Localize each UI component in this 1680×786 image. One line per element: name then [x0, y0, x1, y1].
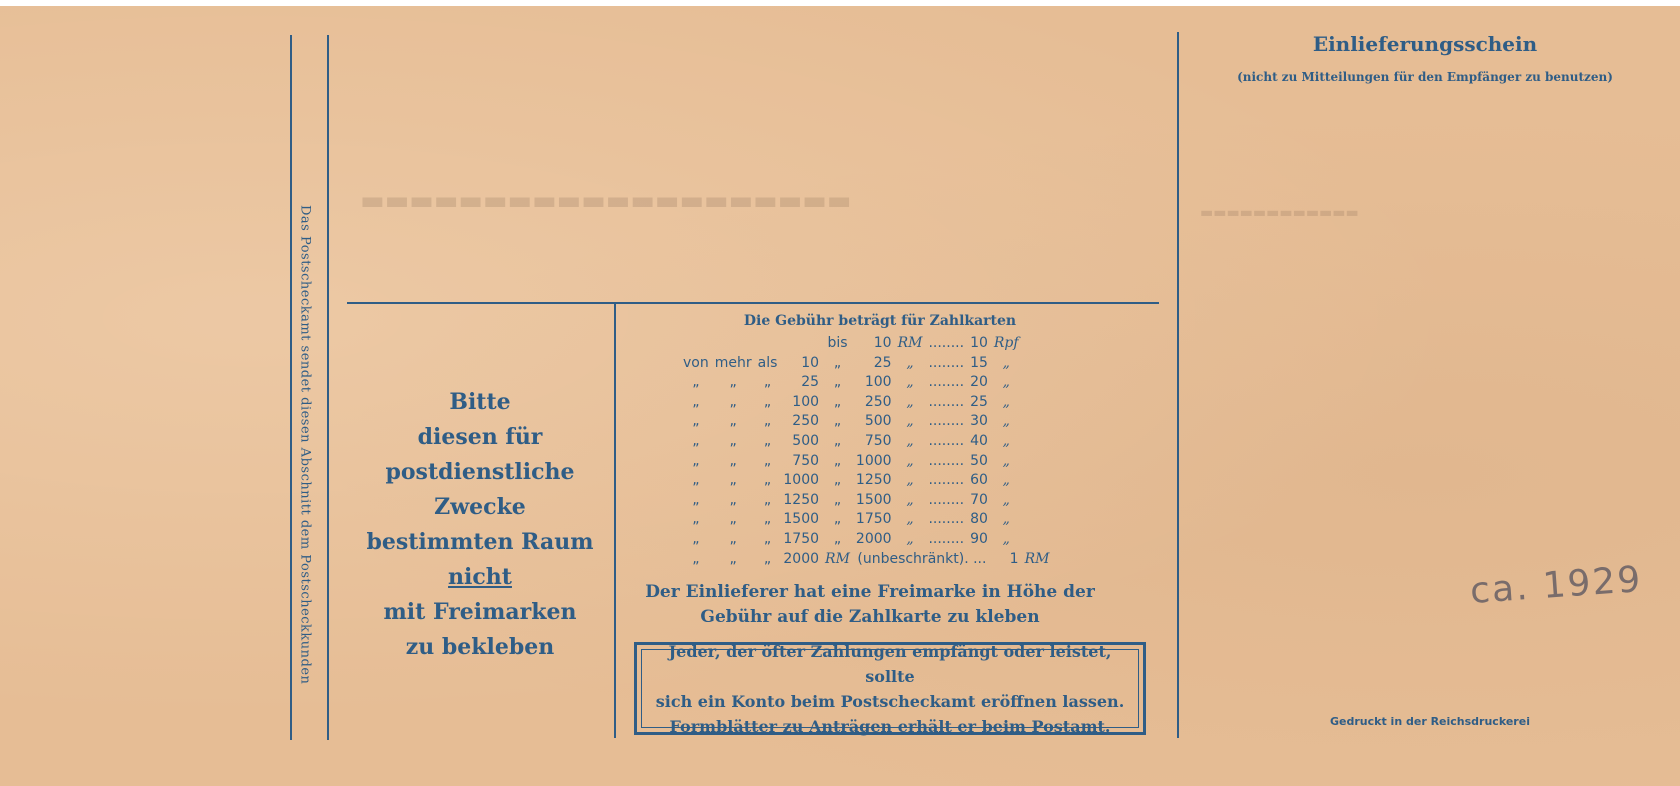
fee-cell-fee-unit: „: [1002, 374, 1010, 391]
fee-last-cell-b: „: [729, 550, 737, 567]
fee-cell-to: 25: [873, 354, 892, 371]
fee-cell-unit: „: [906, 374, 914, 391]
fee-cell-fee: 60: [970, 472, 988, 489]
pencil-date-note: ca. 1929: [1468, 559, 1644, 612]
fee-last-cell-unit: RM: [825, 550, 850, 567]
fee-cell-fee-unit: „: [1002, 511, 1010, 528]
fee-cell-unit: „: [906, 491, 914, 508]
fee-cell-fee-unit: „: [1002, 452, 1010, 469]
fee-table-row: [680, 432, 1052, 452]
fee-cell-c: als: [757, 354, 778, 371]
fee-cell-unit: RM: [897, 335, 923, 351]
fee-cell-to: 1250: [855, 472, 892, 489]
fee-cell-b: [712, 334, 755, 354]
fee-table-body: [680, 334, 1052, 569]
account-box-line-3: Formblätter zu Anträgen erhält er beim Postamt.: [669, 716, 1111, 736]
stamp-notice-emphasis: nicht: [448, 564, 512, 590]
fee-cell-bis: „: [833, 472, 842, 489]
fee-cell-fee: 40: [970, 432, 988, 449]
fee-cell-b: „: [729, 511, 737, 528]
fee-cell-a: „: [692, 393, 700, 410]
fee-cell-unit: „: [906, 511, 914, 528]
middle-divider: [614, 302, 616, 738]
fee-cell-from: 1000: [783, 472, 820, 489]
left-strip-vertical-text: Das Postscheckamt sendet diesen Abschnitt dem Postscheckkunden: [297, 205, 313, 685]
fee-cell-unit: „: [906, 472, 914, 489]
printer-imprint: Gedruckt in der Reichsdruckerei: [1330, 715, 1530, 728]
fee-cell-to: 500: [864, 413, 892, 430]
fee-cell-fee-unit: „: [1002, 530, 1010, 547]
fee-cell-fee-unit: „: [1002, 491, 1010, 508]
fee-table-row: [680, 491, 1052, 511]
stamp-notice-line-2: diesen für: [417, 424, 543, 450]
fee-cell-c: [755, 334, 781, 354]
fee-cell-to: 1000: [855, 452, 892, 469]
account-box-line-2: sich ein Konto beim Postscheckamt eröffnen lassen.: [655, 691, 1125, 711]
fee-cell-bis: „: [833, 530, 842, 547]
fee-cell-b: „: [729, 472, 737, 489]
fee-cell-bis: „: [833, 354, 842, 371]
fee-table-row: [680, 334, 1052, 354]
fee-cell-c: „: [763, 413, 772, 430]
fee-last-cell-c: „: [763, 550, 772, 567]
stamp-notice-line-1: Bitte: [449, 389, 511, 415]
fee-cell-dots: ........: [928, 393, 965, 410]
fee-cell-c: „: [763, 374, 772, 391]
fee-cell-dots: ........: [928, 452, 965, 469]
fee-cell-fee-unit: „: [1002, 472, 1010, 489]
fee-cell-fee: 15: [970, 354, 988, 371]
fee-cell-c: „: [763, 452, 772, 469]
fee-cell-from: 1750: [783, 530, 820, 547]
fee-cell-bis: „: [833, 374, 842, 391]
stamp-notice-line-3: postdienstliche Zwecke: [385, 459, 575, 520]
fee-cell-bis: „: [833, 452, 842, 469]
fee-cell-c: „: [763, 530, 772, 547]
fee-cell-a: „: [692, 491, 700, 508]
fee-last-cell-fee-unit: RM: [1024, 550, 1050, 567]
fee-cell-a: „: [692, 413, 700, 430]
fee-cell-dots: ........: [928, 413, 965, 430]
fee-cell-dots: ........: [928, 530, 965, 547]
fee-cell-fee: 90: [970, 530, 988, 547]
fee-table-row: [680, 393, 1052, 413]
fee-cell-b: „: [729, 491, 737, 508]
fee-cell-b: „: [729, 452, 737, 469]
fee-cell-fee-unit: „: [1002, 413, 1010, 430]
fee-cell-fee: 50: [970, 452, 988, 469]
fee-cell-bis: „: [833, 511, 842, 528]
fee-table-row: [680, 412, 1052, 432]
fee-cell-bis: „: [833, 432, 842, 449]
fee-cell-fee-unit: „: [1002, 354, 1010, 371]
fee-table: [680, 334, 1052, 569]
fee-last-cell-text: (unbeschränkt). ...: [857, 550, 987, 567]
stamp-notice-line-7: zu bekleben: [405, 634, 555, 660]
fee-cell-unit: „: [906, 413, 914, 430]
fee-cell-to: 100: [864, 374, 892, 391]
fee-cell-from: 25: [801, 374, 820, 391]
fee-cell-fee: 70: [970, 491, 988, 508]
receipt-title: Einlieferungsschein: [1312, 32, 1538, 56]
fee-cell-to: 750: [864, 432, 892, 449]
fee-cell-a: „: [692, 432, 700, 449]
fee-cell-b: mehr: [714, 354, 752, 371]
fee-cell-fee-unit: „: [1002, 432, 1010, 449]
fee-table-row-last: [680, 550, 1052, 570]
fee-cell-b: „: [729, 530, 737, 547]
fee-cell-a: „: [692, 452, 700, 469]
receipt-divider: [1177, 32, 1179, 738]
fee-last-cell-fee: 1: [1009, 550, 1019, 567]
fee-cell-dots: ........: [928, 335, 965, 351]
sender-note: [625, 580, 1115, 630]
fee-cell-bis: bis: [827, 335, 848, 351]
fee-cell-a: „: [692, 374, 700, 391]
fee-cell-fee: 30: [970, 413, 988, 430]
fee-cell-unit: „: [906, 452, 914, 469]
fee-table-row: [680, 471, 1052, 491]
fee-cell-to: 1750: [855, 511, 892, 528]
fee-cell-fee: 20: [970, 374, 988, 391]
fee-cell-to: 2000: [855, 530, 892, 547]
ghost-print-2: ▬▬▬▬▬▬▬▬▬▬▬▬: [1200, 205, 1359, 221]
fee-cell-c: „: [763, 432, 772, 449]
fee-cell-a: „: [692, 511, 700, 528]
fee-cell-a: [680, 334, 712, 354]
sender-note-line-2: Gebühr auf die Zahlkarte zu kleben: [700, 607, 1040, 627]
fee-cell-c: „: [763, 511, 772, 528]
fee-cell-b: „: [729, 393, 737, 410]
fee-cell-b: „: [729, 413, 737, 430]
account-box-inner: [641, 641, 1139, 736]
fee-cell-dots: ........: [928, 511, 965, 528]
fee-table-row: [680, 452, 1052, 472]
fee-table-row: [680, 354, 1052, 374]
fee-cell-unit: „: [906, 530, 914, 547]
fee-cell-c: „: [763, 472, 772, 489]
fee-cell-fee: 80: [970, 511, 988, 528]
middle-top-rule: [347, 302, 1159, 304]
fee-cell-from: 1500: [783, 511, 820, 528]
fee-cell-b: „: [729, 374, 737, 391]
ghost-print-1: ▬▬▬▬▬▬▬▬▬▬▬▬▬▬▬▬▬▬▬▬: [360, 186, 852, 216]
fee-cell-dots: ........: [928, 374, 965, 391]
fee-cell-fee: 10: [970, 335, 988, 351]
fee-cell-to: 250: [864, 393, 892, 410]
fee-table-row: [680, 530, 1052, 550]
fee-table-title: Die Gebühr beträgt für Zahlkarten: [743, 313, 1017, 329]
fee-cell-to: 1500: [855, 491, 892, 508]
fee-cell-dots: ........: [928, 432, 965, 449]
sender-note-line-1: Der Einlieferer hat eine Freimarke in Höhe der: [645, 582, 1095, 602]
fee-cell-unit: „: [906, 393, 914, 410]
left-strip-line-2: [327, 35, 329, 740]
fee-cell-dots: ........: [928, 491, 965, 508]
stamp-notice-line-6: mit Freimarken: [383, 599, 577, 625]
fee-cell-unit: „: [906, 354, 914, 371]
fee-cell-from: 750: [792, 452, 820, 469]
left-strip-note: [290, 140, 320, 750]
fee-cell-bis: „: [833, 393, 842, 410]
fee-cell-from: 500: [792, 432, 820, 449]
fee-cell-dots: ........: [928, 354, 965, 371]
fee-cell-from: 250: [792, 413, 820, 430]
fee-last-cell-from: 2000: [783, 550, 820, 567]
fee-cell-fee-unit: Rpf: [993, 335, 1019, 351]
fee-cell-c: „: [763, 393, 772, 410]
fee-cell-a: „: [692, 472, 700, 489]
fee-cell-dots: ........: [928, 472, 965, 489]
fee-cell-fee: 25: [970, 393, 988, 410]
fee-cell-c: „: [763, 491, 772, 508]
fee-cell-bis: „: [833, 491, 842, 508]
fee-cell-to: 10: [873, 335, 892, 351]
fee-cell-a: „: [692, 530, 700, 547]
stamp-notice-line-4: bestimmten Raum: [366, 529, 594, 555]
fee-last-cell-a: „: [692, 550, 700, 567]
fee-cell-from: [780, 334, 822, 354]
account-box-line-1: Jeder, der öfter Zahlungen empfängt oder leistet, sollte: [668, 641, 1112, 686]
fee-cell-from: 100: [792, 393, 820, 410]
fee-cell-fee-unit: „: [1002, 393, 1010, 410]
fee-table-row: [680, 510, 1052, 530]
fee-cell-from: 1250: [783, 491, 820, 508]
fee-cell-bis: „: [833, 413, 842, 430]
fee-cell-b: „: [729, 432, 737, 449]
fee-cell-unit: „: [906, 432, 914, 449]
fee-cell-from: 10: [801, 354, 820, 371]
receipt-subtitle: (nicht zu Mitteilungen für den Empfänger zu benutzen): [1237, 70, 1613, 84]
stamp-notice: [350, 385, 610, 665]
account-box: [634, 642, 1146, 735]
fee-cell-a: von: [683, 354, 709, 371]
fee-table-row: [680, 373, 1052, 393]
